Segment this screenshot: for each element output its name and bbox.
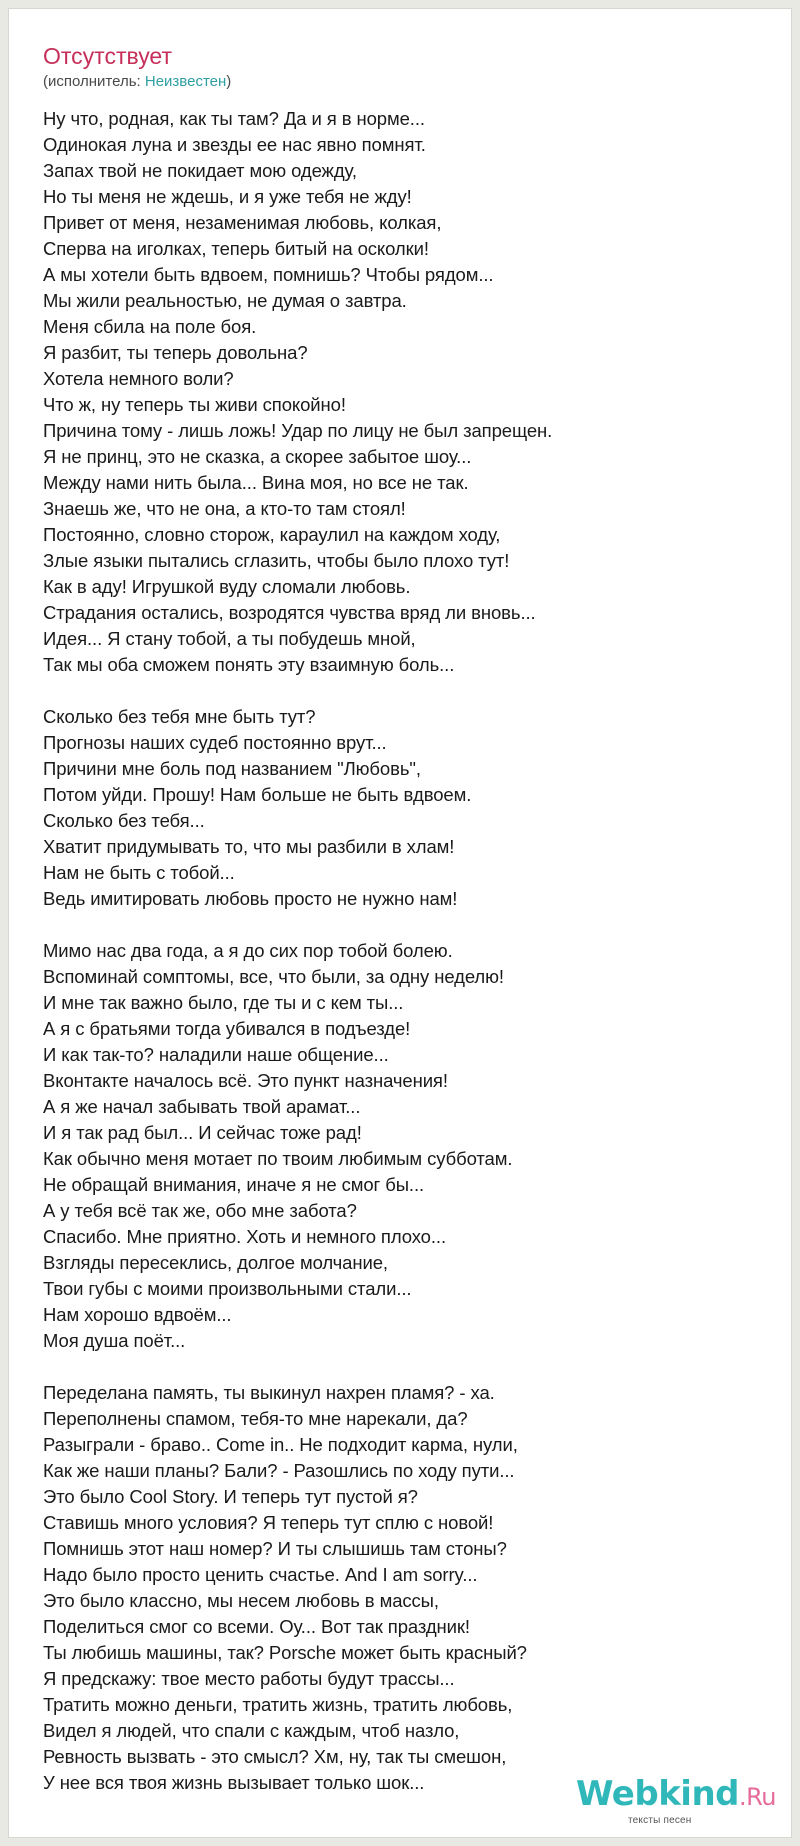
- lyric-line: Тратить можно деньги, тратить жизнь, тратить любовь,: [43, 1694, 513, 1715]
- lyric-line: Как же наши планы? Бали? - Разошлись по ходу пути...: [43, 1460, 515, 1481]
- lyric-line: Я не принц, это не сказка, а скорее забытое шоу...: [43, 446, 472, 467]
- lyric-line: Нам не быть с тобой...: [43, 862, 235, 883]
- lyric-line: Как в аду! Игрушкой вуду сломали любовь.: [43, 576, 411, 597]
- lyric-line: Помнишь этот наш номер? И ты слышишь там стоны?: [43, 1538, 507, 1559]
- lyric-line: Причина тому - лишь ложь! Удар по лицу не был запрещен.: [43, 420, 553, 441]
- lyric-line: Не обращай внимания, иначе я не смог бы...: [43, 1174, 425, 1195]
- lyric-line: Разыграли - браво.. Come in.. Не подходит карма, нули,: [43, 1434, 518, 1455]
- logo-domain: .Ru: [739, 1783, 776, 1811]
- lyric-line: Причини мне боль под названием "Любовь",: [43, 758, 421, 779]
- lyric-line: Сколько без тебя...: [43, 810, 205, 831]
- lyric-line: Знаешь же, что не она, а кто-то там стоял!: [43, 498, 406, 519]
- lyric-line: А я же начал забывать твой арамат...: [43, 1096, 361, 1117]
- lyric-line: Нам хорошо вдвоём...: [43, 1304, 232, 1325]
- lyric-line: Это было классно, мы несем любовь в массы,: [43, 1590, 439, 1611]
- artist-byline: [43, 73, 231, 90]
- lyric-line: Ведь имитировать любовь просто не нужно нам!: [43, 888, 458, 909]
- lyric-line: Но ты меня не ждешь, и я уже тебя не жду!: [43, 186, 412, 207]
- lyric-line: Хватит придумывать то, что мы разбили в хлам!: [43, 836, 455, 857]
- lyric-line: Вконтакте началось всё. Это пункт назначения!: [43, 1070, 448, 1091]
- lyric-line: Между нами нить была... Вина моя, но все не так.: [43, 472, 469, 493]
- byline-suffix: ): [226, 73, 232, 90]
- lyric-line: У нее вся твоя жизнь вызывает только шок...: [43, 1772, 425, 1793]
- lyric-line: Ты любишь машины, так? Porsche может быть красный?: [43, 1642, 527, 1663]
- logo-name: Webkind: [576, 1774, 739, 1814]
- artist-link[interactable]: Неизвестен: [144, 73, 227, 90]
- lyric-line: Я разбит, ты теперь довольна?: [43, 342, 308, 363]
- lyric-line: Твои губы с моими произвольными стали...: [43, 1278, 412, 1299]
- lyric-line: Сколько без тебя мне быть тут?: [43, 706, 316, 727]
- lyrics-stanza: [43, 106, 763, 678]
- lyric-line: Идея... Я стану тобой, а ты побудешь мной,: [43, 628, 416, 649]
- lyric-line: Ну что, родная, как ты там? Да и я в норме...: [43, 108, 425, 129]
- lyrics-stanza: [43, 1380, 763, 1796]
- logo-tagline: тексты песен: [628, 1815, 692, 1826]
- lyric-line: Взгляды пересеклись, долгое молчание,: [43, 1252, 388, 1273]
- lyric-line: Поделиться смог со всеми. Оу... Вот так праздник!: [43, 1616, 470, 1637]
- lyric-line: Что ж, ну теперь ты живи спокойно!: [43, 394, 346, 415]
- lyric-line: Спасибо. Мне приятно. Хоть и немного плохо...: [43, 1226, 446, 1247]
- lyric-line: Привет от меня, незаменимая любовь, колкая,: [43, 212, 442, 233]
- lyric-line: Прогнозы наших судеб постоянно врут...: [43, 732, 387, 753]
- lyric-line: Запах твой не покидает мою одежду,: [43, 160, 357, 181]
- lyric-line: Мимо нас два года, а я до сих пор тобой болею.: [43, 940, 453, 961]
- lyric-line: Одинокая луна и звезды ее нас явно помнят.: [43, 134, 426, 155]
- lyric-line: Потом уйди. Прошу! Нам больше не быть вдвоем.: [43, 784, 472, 805]
- lyric-line: Хотела немного воли?: [43, 368, 234, 389]
- lyrics-text: [43, 106, 763, 1796]
- lyric-line: И я так рад был... И сейчас тоже рад!: [43, 1122, 362, 1143]
- lyrics-stanza: [43, 704, 763, 912]
- lyrics-stanza: [43, 938, 763, 1354]
- lyric-line: Ревность вызвать - это смысл? Хм, ну, так ты смешон,: [43, 1746, 507, 1767]
- lyric-line: Переделана память, ты выкинул нахрен пламя? - ха.: [43, 1382, 495, 1403]
- lyric-line: Моя душа поёт...: [43, 1330, 186, 1351]
- lyric-line: Я предскажу: твое место работы будут трассы...: [43, 1668, 455, 1689]
- lyric-line: А у тебя всё так же, обо мне забота?: [43, 1200, 357, 1221]
- lyric-line: Мы жили реальностью, не думая о завтра.: [43, 290, 407, 311]
- lyric-line: И как так-то? наладили наше общение...: [43, 1044, 389, 1065]
- lyric-line: Видел я людей, что спали с каждым, чтоб назло,: [43, 1720, 460, 1741]
- song-title: Отсутствует: [43, 43, 172, 69]
- lyric-line: А мы хотели быть вдвоем, помнишь? Чтобы рядом...: [43, 264, 494, 285]
- site-logo[interactable]: [576, 1774, 776, 1826]
- lyrics-page: [8, 8, 792, 1838]
- lyric-line: Страдания остались, возродятся чувства вряд ли вновь...: [43, 602, 536, 623]
- lyric-line: Ставишь много условия? Я теперь тут сплю с новой!: [43, 1512, 494, 1533]
- lyric-line: Сперва на иголках, теперь битый на осколки!: [43, 238, 429, 259]
- lyric-line: Вспоминай сомптомы, все, что были, за одну неделю!: [43, 966, 504, 987]
- lyric-line: Это было Cool Story. И теперь тут пустой я?: [43, 1486, 418, 1507]
- byline-prefix: (исполнитель:: [43, 73, 145, 90]
- lyric-line: Как обычно меня мотает по твоим любимым субботам.: [43, 1148, 513, 1169]
- lyric-line: Переполнены спамом, тебя-то мне нарекали, да?: [43, 1408, 468, 1429]
- logo-wordmark: [576, 1774, 776, 1814]
- lyric-line: Постоянно, словно сторож, караулил на каждом ходу,: [43, 524, 501, 545]
- lyric-line: И мне так важно было, где ты и с кем ты...: [43, 992, 404, 1013]
- lyric-line: А я с братьями тогда убивался в подъезде!: [43, 1018, 411, 1039]
- lyric-line: Надо было просто ценить счастье. And I am sorry...: [43, 1564, 478, 1585]
- lyric-line: Так мы оба сможем понять эту взаимную боль...: [43, 654, 455, 675]
- lyric-line: Меня сбила на поле боя.: [43, 316, 257, 337]
- lyric-line: Злые языки пытались сглазить, чтобы было плохо тут!: [43, 550, 510, 571]
